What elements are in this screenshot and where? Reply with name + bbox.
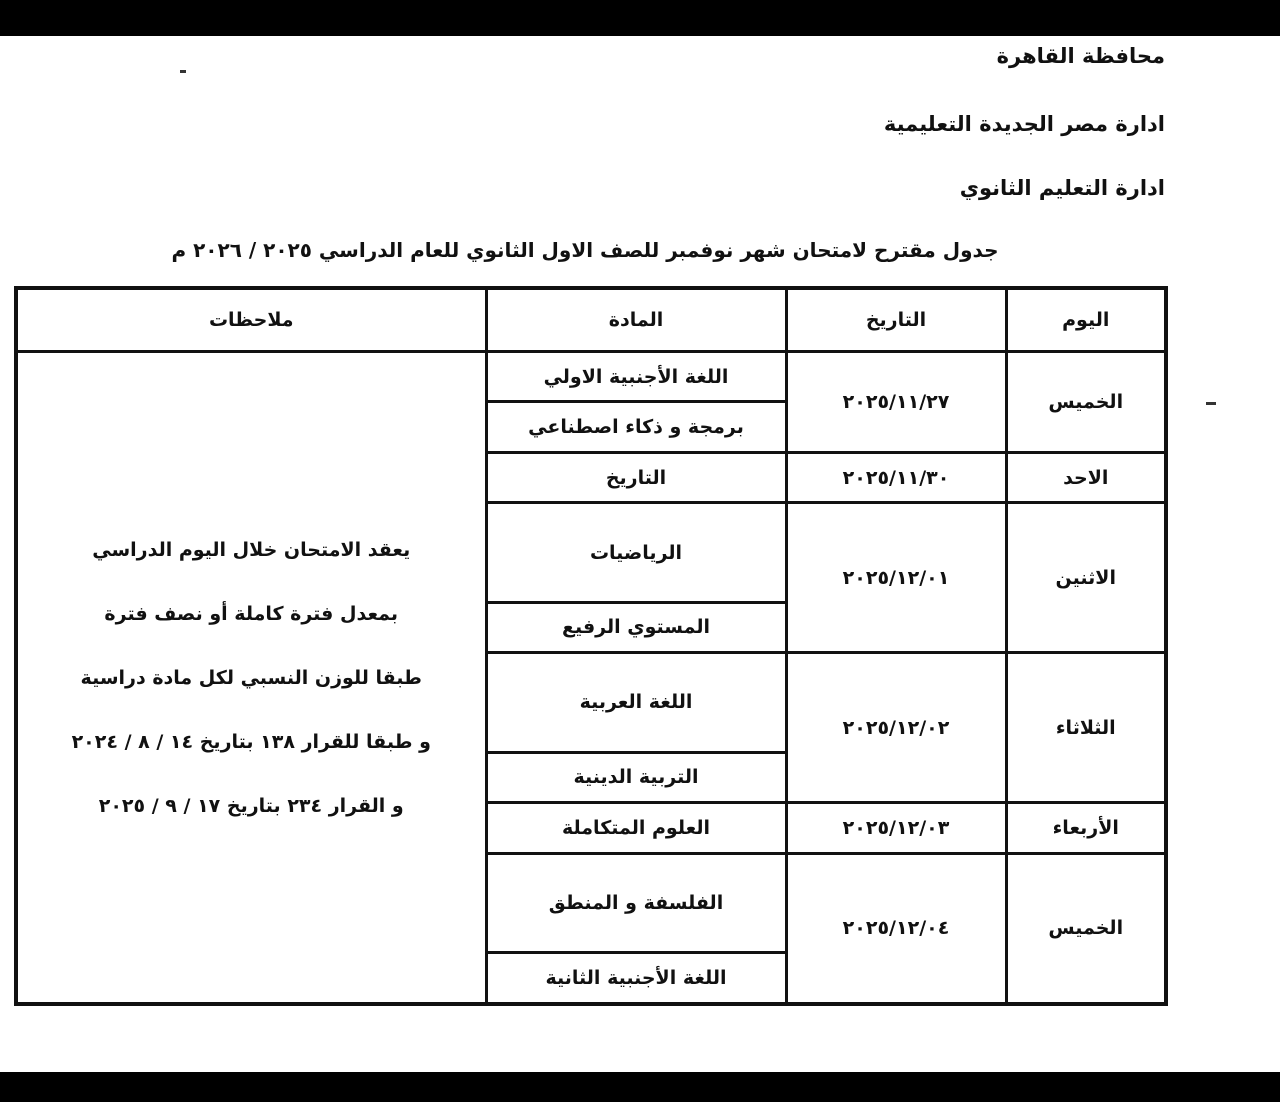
- exam-schedule-table: [14, 286, 1168, 1006]
- date-cell: ٢٠٢٥/١١/٢٧: [786, 352, 1006, 453]
- date-cell: ٢٠٢٥/١٢/٠١: [786, 503, 1006, 653]
- day-cell: الخميس: [1006, 853, 1166, 1004]
- subject-cell: الفلسفة و المنطق: [486, 853, 786, 953]
- subject-cell: اللغة الأجنبية الثانية: [486, 953, 786, 1004]
- note-line: يعقد الامتحان خلال اليوم الدراسي: [92, 538, 411, 561]
- header-subject: المادة: [486, 288, 786, 352]
- table-row: [16, 352, 1166, 402]
- note-line: و القرار ٢٣٤ بتاريخ ١٧ / ٩ / ٢٠٢٥: [98, 794, 404, 817]
- note-line: و طبقا للقرار ١٣٨ بتاريخ ١٤ / ٨ / ٢٠٢٤: [71, 730, 431, 753]
- subject-cell: اللغة الأجنبية الاولي: [486, 352, 786, 402]
- scanned-document: [0, 36, 1280, 1072]
- table-header-row: [16, 288, 1166, 352]
- subject-cell: التاريخ: [486, 452, 786, 502]
- header-date: التاريخ: [786, 288, 1006, 352]
- subject-cell: العلوم المتكاملة: [486, 803, 786, 853]
- day-cell: الاثنين: [1006, 503, 1166, 653]
- day-cell: الخميس: [1006, 352, 1166, 453]
- header-day: اليوم: [1006, 288, 1166, 352]
- subject-cell: الرياضيات: [486, 503, 786, 602]
- scan-speck: [1206, 402, 1216, 405]
- day-cell: الثلاثاء: [1006, 653, 1166, 803]
- subject-cell: التربية الدينية: [486, 752, 786, 802]
- header-notes: ملاحظات: [16, 288, 486, 352]
- date-cell: ٢٠٢٥/١٢/٠٤: [786, 853, 1006, 1004]
- subject-cell: المستوي الرفيع: [486, 602, 786, 652]
- date-cell: ٢٠٢٥/١٢/٠٢: [786, 653, 1006, 803]
- date-cell: ٢٠٢٥/١٢/٠٣: [786, 803, 1006, 853]
- note-line: طبقا للوزن النسبي لكل مادة دراسية: [80, 666, 422, 689]
- date-cell: ٢٠٢٥/١١/٣٠: [786, 452, 1006, 502]
- scan-speck: [180, 70, 186, 73]
- schedule-title: جدول مقترح لامتحان شهر نوفمبر للصف الاول الثانوي للعام الدراسي ٢٠٢٥ / ٢٠٢٦ م: [171, 238, 999, 262]
- administration-heading: ادارة مصر الجديدة التعليمية: [883, 112, 1165, 136]
- day-cell: الاحد: [1006, 452, 1166, 502]
- subject-cell: برمجة و ذكاء اصطناعي: [486, 402, 786, 452]
- note-line: بمعدل فترة كاملة أو نصف فترة: [104, 602, 399, 625]
- notes-cell: [16, 352, 486, 1005]
- day-cell: الأربعاء: [1006, 803, 1166, 853]
- department-heading: ادارة التعليم الثانوي: [959, 176, 1165, 200]
- governorate-heading: محافظة القاهرة: [996, 44, 1165, 68]
- subject-cell: اللغة العربية: [486, 653, 786, 752]
